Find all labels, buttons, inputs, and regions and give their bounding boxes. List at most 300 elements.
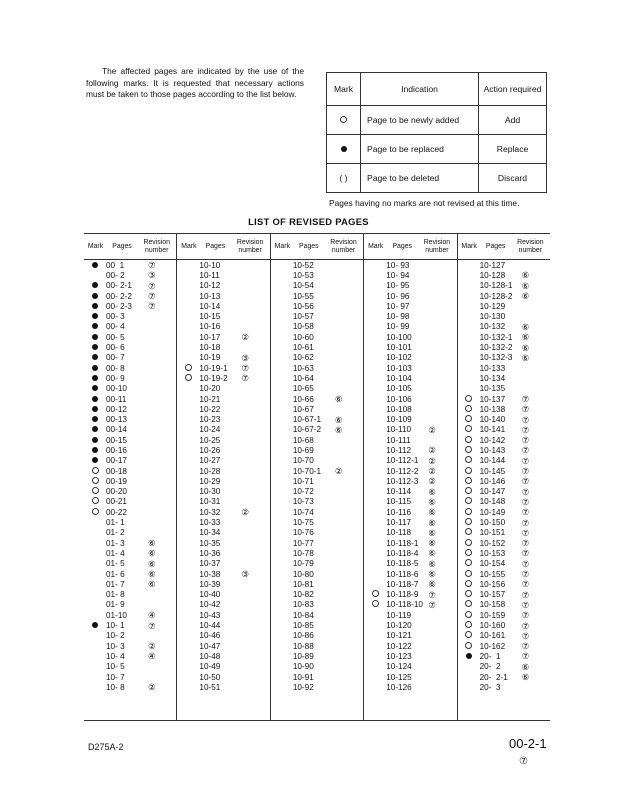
open-circle-icon [92, 487, 99, 494]
page-id: 10-52 [292, 260, 314, 270]
page-id: 10-118-10 [386, 600, 423, 610]
revision-number: ⑦ [521, 599, 530, 610]
open-circle-icon [465, 415, 472, 422]
page-id: 10-118-1 [386, 538, 419, 548]
page-id: 10-153 [479, 548, 506, 558]
revision-number: ⑦ [521, 476, 530, 487]
list-row [84, 610, 176, 620]
list-row [84, 363, 176, 373]
mark-cell [458, 580, 480, 589]
list-row [364, 538, 456, 548]
page-id: 10-70-1 [292, 466, 322, 476]
page-id: 00-14 [106, 425, 127, 435]
page-id: 10-57 [292, 312, 314, 322]
page-id: 00-17 [106, 456, 127, 466]
list-row [177, 620, 269, 630]
open-circle-icon [185, 374, 192, 381]
list-row [84, 579, 176, 589]
list-row [364, 590, 456, 600]
mark-cell [177, 364, 199, 373]
open-circle-icon [465, 497, 472, 504]
list-row [364, 528, 456, 538]
list-row [458, 353, 550, 363]
list-row [177, 291, 269, 301]
page-id: 10-122 [386, 641, 412, 651]
open-circle-icon [465, 590, 472, 597]
mark-cell [84, 353, 106, 362]
list-row [84, 322, 176, 332]
list-row [84, 600, 176, 610]
page-id: 10-56 [292, 301, 314, 311]
page-id: 00- 3 [106, 312, 125, 322]
page-id: 10-152 [479, 538, 506, 548]
revision-number: ⑦ [521, 507, 530, 518]
list-row [458, 394, 550, 404]
revision-number: ③ [241, 569, 249, 580]
list-row [177, 373, 269, 383]
list-row [458, 476, 550, 486]
page-id: 01- 1 [106, 518, 125, 528]
list-row [458, 404, 550, 414]
list-row [271, 517, 363, 527]
list-row [458, 672, 550, 682]
list-row [84, 414, 176, 424]
page-id: 10-121 [386, 631, 412, 641]
revision-number: ⑦ [521, 641, 530, 652]
filled-circle-icon [92, 344, 98, 350]
page-id: 10-11 [199, 270, 220, 280]
open-circle-icon [465, 631, 472, 638]
revision-number: ⑥ [334, 414, 343, 425]
list-row [364, 569, 456, 579]
legend-header-indication: Indication [361, 73, 479, 106]
filled-circle-icon [92, 323, 98, 329]
open-circle-icon [465, 508, 472, 515]
column-header [364, 234, 456, 260]
page-id: 20- 2 [479, 662, 501, 672]
page-id: 10-19-1 [199, 363, 228, 373]
revision-number: ⑦ [521, 445, 530, 456]
mark-cell [84, 477, 106, 486]
header-mark: Mark [461, 243, 477, 250]
page-id: 10-43 [199, 610, 221, 620]
mark-cell [458, 631, 480, 640]
mark-cell [458, 497, 480, 506]
page-id: 00-19 [106, 476, 127, 486]
column-header [271, 234, 363, 260]
list-row [271, 260, 363, 270]
list-row [271, 548, 363, 558]
list-row [271, 631, 363, 641]
list-row [84, 631, 176, 641]
list-row [458, 322, 550, 332]
page-id: 10-146 [479, 476, 506, 486]
mark-cell [458, 528, 480, 537]
mark-cell [458, 415, 480, 424]
header-mark: Mark [181, 243, 197, 250]
page-id: 10-25 [199, 435, 221, 445]
list-row [458, 414, 550, 424]
list-row [458, 620, 550, 630]
mark-cell [84, 467, 106, 476]
list-row [177, 332, 269, 342]
revision-number: ⑥ [521, 661, 530, 672]
open-circle-icon [465, 539, 472, 546]
revision-number: ⑦ [521, 404, 530, 415]
page-id: 10-50 [199, 672, 221, 682]
open-circle-icon [92, 508, 99, 515]
list-row [84, 651, 176, 661]
legend-header-mark: Mark [327, 73, 361, 106]
mark-cell [458, 395, 480, 404]
revision-number: ⑥ [428, 569, 436, 580]
revision-number: ⑦ [148, 280, 156, 291]
mark-cell [458, 456, 480, 465]
page-id: 00-13 [106, 415, 127, 425]
page-id: 00-11 [106, 394, 127, 404]
list-row [84, 353, 176, 363]
list-row [271, 332, 363, 342]
list-row [271, 363, 363, 373]
open-circle-icon [465, 559, 472, 566]
list-row [84, 373, 176, 383]
page-id: 10-149 [479, 507, 506, 517]
list-row [364, 281, 456, 291]
list-row [271, 651, 363, 661]
list-row [458, 538, 550, 548]
page-id: 10- 96 [386, 291, 410, 301]
list-row [177, 662, 269, 672]
revision-number: ⑦ [521, 579, 530, 590]
page-id: 10- 4 [106, 651, 125, 661]
list-row [271, 353, 363, 363]
page-id: 10-47 [199, 641, 221, 651]
revision-number: ⑦ [521, 435, 530, 446]
page-id: 10-119 [386, 610, 412, 620]
revision-number: ⑦ [148, 301, 156, 312]
page-id: 10-72 [292, 487, 314, 497]
revision-number: ③ [241, 352, 249, 363]
page-id: 10-42 [199, 600, 221, 610]
list-row [364, 487, 456, 497]
page-id: 10-148 [479, 497, 506, 507]
revision-number: ③ [148, 270, 156, 281]
page-id: 10-91 [292, 672, 314, 682]
open-circle-icon [465, 570, 472, 577]
open-circle-icon [92, 477, 99, 484]
list-row [458, 600, 550, 610]
list-row [177, 404, 269, 414]
page-id: 10-147 [479, 487, 506, 497]
list-row [271, 507, 363, 517]
page-id: 10-38 [199, 569, 221, 579]
list-row [177, 394, 269, 404]
list-row [271, 662, 363, 672]
page-id: 00-22 [106, 507, 127, 517]
list-row [84, 301, 176, 311]
list-row [271, 610, 363, 620]
page-id: 10-116 [386, 507, 412, 517]
list-row [364, 466, 456, 476]
page-id: 10-69 [292, 445, 314, 455]
revision-number: ⑥ [428, 496, 436, 507]
page-revision-number: ⑦ [519, 756, 528, 767]
page-id: 10-81 [292, 579, 314, 589]
legend-header-row [327, 73, 547, 106]
page-id: 10-144 [479, 456, 506, 466]
revision-number: ⑥ [428, 527, 436, 538]
page-id: 10-143 [479, 445, 506, 455]
page-id: 10-19 [199, 353, 221, 363]
revision-number: ⑥ [428, 538, 436, 549]
filled-circle-icon [92, 406, 98, 412]
revision-number: ⑦ [521, 414, 530, 425]
page-id: 00- 2-3 [106, 301, 132, 311]
list-row [364, 384, 456, 394]
page-id: 10-79 [292, 559, 314, 569]
revision-number: ⑦ [521, 538, 530, 549]
list-row [364, 476, 456, 486]
list-row [177, 528, 269, 538]
page-id: 10-92 [292, 682, 314, 692]
mark-cell [84, 364, 106, 373]
list-row [364, 373, 456, 383]
mark-cell [84, 456, 106, 465]
list-row [271, 569, 363, 579]
list-row [84, 507, 176, 517]
header-pages: Pages [299, 243, 319, 250]
list-row [271, 476, 363, 486]
page-id: 10-82 [292, 590, 314, 600]
page-id: 10-132-3 [479, 353, 513, 363]
page-id: 10-34 [199, 528, 221, 538]
list-row [271, 487, 363, 497]
open-circle-icon [465, 518, 472, 525]
open-circle-icon [372, 590, 379, 597]
list-row [177, 682, 269, 692]
revision-number: ② [428, 455, 436, 466]
page-id: 10-89 [292, 651, 314, 661]
page-id: 10-35 [199, 538, 221, 548]
list-row [84, 620, 176, 630]
page-id: 10-125 [386, 672, 412, 682]
page-id: 10-22 [199, 404, 221, 414]
list-row [177, 363, 269, 373]
page-id: 10-60 [292, 332, 314, 342]
mark-cell [458, 508, 480, 517]
list-row [458, 590, 550, 600]
page-id: 10-10 [199, 260, 221, 270]
page-id: 10-135 [479, 384, 506, 394]
revision-number: ② [148, 641, 156, 652]
list-row [458, 332, 550, 342]
list-title: LIST OF REVISED PAGES [248, 216, 369, 227]
page-id: 10-76 [292, 528, 314, 538]
list-row [84, 466, 176, 476]
page-id: 10-151 [479, 528, 506, 538]
list-row [458, 682, 550, 692]
page-id: 10-118-6 [386, 569, 419, 579]
page-id: 10- 3 [106, 641, 125, 651]
legend-row-add [327, 106, 547, 135]
mark-cell [84, 446, 106, 455]
list-row [364, 332, 456, 342]
mark-cell [84, 343, 106, 352]
list-row [458, 363, 550, 373]
revision-number: ⑦ [521, 424, 530, 435]
page-id: 10-161 [479, 631, 506, 641]
page-id: 10-66 [292, 394, 314, 404]
mark-cell [458, 518, 480, 527]
filled-circle-icon [341, 146, 347, 152]
page-id: 10-137 [479, 394, 506, 404]
list-row [84, 270, 176, 280]
list-row [84, 682, 176, 692]
list-row [458, 281, 550, 291]
list-row [364, 620, 456, 630]
page-id: 10-126 [386, 682, 412, 692]
page-id: 00- 9 [106, 373, 125, 383]
open-circle-icon [340, 116, 347, 123]
mark-cell [84, 322, 106, 331]
list-row [177, 435, 269, 445]
page-id: 10-30 [199, 487, 221, 497]
page-id: 10-111 [386, 435, 411, 445]
page-id: 10- 8 [106, 682, 125, 692]
page-id: 10-28 [199, 466, 221, 476]
page-id: 10-58 [292, 322, 314, 332]
page-id: 10- 93 [386, 260, 410, 270]
revision-number: ⑦ [521, 466, 530, 477]
page-id: 10- 7 [106, 672, 125, 682]
list-row [271, 281, 363, 291]
page-id: 10-104 [386, 373, 412, 383]
page-id: 10-67-2 [292, 425, 322, 435]
open-circle-icon [465, 446, 472, 453]
list-row [84, 342, 176, 352]
page-id: 10-32 [199, 507, 221, 517]
list-row [177, 270, 269, 280]
revision-number: ⑥ [428, 507, 436, 518]
page-id: 01- 4 [106, 548, 125, 558]
revision-number: ② [148, 682, 156, 693]
list-row [84, 260, 176, 270]
list-row [177, 384, 269, 394]
page-id: 10-106 [386, 394, 412, 404]
header-mark: Mark [368, 243, 384, 250]
revision-number: ⑦ [521, 527, 530, 538]
open-circle-icon [465, 405, 472, 412]
page-id: 10-44 [199, 621, 221, 631]
list-row [84, 590, 176, 600]
page-id: 10-115 [386, 497, 412, 507]
mark-cell [84, 281, 106, 290]
revision-number: ⑦ [521, 558, 530, 569]
page-id: 10-101 [386, 343, 412, 353]
list-row [84, 384, 176, 394]
page-id: 10-160 [479, 621, 506, 631]
list-row [364, 301, 456, 311]
mark-cell [84, 508, 106, 517]
list-row [364, 507, 456, 517]
page-id: 10-26 [199, 445, 221, 455]
column-header [458, 234, 550, 260]
page-id: 10-53 [292, 270, 314, 280]
list-row [364, 559, 456, 569]
page-id: 10-130 [479, 312, 506, 322]
page-id: 00-15 [106, 435, 127, 445]
page-id: 10-67 [292, 404, 314, 414]
list-row [84, 291, 176, 301]
list-row [84, 497, 176, 507]
open-circle-icon [465, 611, 472, 618]
column-header [84, 234, 176, 260]
list-row [458, 291, 550, 301]
page-id: 00- 6 [106, 343, 125, 353]
list-row [177, 281, 269, 291]
page-id: 01- 3 [106, 538, 125, 548]
page-id: 00- 2-2 [106, 291, 132, 301]
page-id: 10-18 [199, 343, 221, 353]
page-id: 10-39 [199, 579, 221, 589]
page-id: 10-102 [386, 353, 412, 363]
page-id: 10-17 [199, 332, 221, 342]
open-circle-icon [465, 642, 472, 649]
page-id: 10-33 [199, 518, 221, 528]
page-id: 10-70 [292, 456, 314, 466]
page-id: 10-46 [199, 631, 221, 641]
list-row [458, 528, 550, 538]
list-row [271, 384, 363, 394]
list-row [177, 610, 269, 620]
page-id: 10-49 [199, 662, 221, 672]
list-row [458, 662, 550, 672]
header-revision-number: Revision number [236, 238, 264, 254]
filled-circle-icon [466, 653, 472, 659]
revision-number: ⑥ [521, 321, 530, 332]
page-id: 10-24 [199, 425, 221, 435]
page-id: 10- 2 [106, 631, 125, 641]
header-mark: Mark [87, 243, 104, 250]
revision-number: ⑦ [521, 455, 530, 466]
legend-action: Add [479, 106, 547, 135]
page-id: 00-20 [106, 487, 127, 497]
list-row [84, 435, 176, 445]
open-circle-icon [465, 528, 472, 535]
mark-cell [458, 549, 480, 558]
mark-cell [84, 384, 106, 393]
filled-circle-icon [92, 426, 98, 432]
legend-row-discard [327, 164, 547, 193]
page-id: 10-112-2 [386, 466, 419, 476]
page-id: 10-75 [292, 518, 314, 528]
page-id: 00-10 [106, 384, 127, 394]
list-row [271, 342, 363, 352]
list-row [458, 487, 550, 497]
list-column-2 [177, 234, 270, 720]
page-id: 01- 7 [106, 579, 125, 589]
open-circle-icon [465, 456, 472, 463]
mark-cell [458, 477, 480, 486]
mark-cell [84, 405, 106, 414]
list-row [458, 548, 550, 558]
page-id: 01- 5 [106, 559, 125, 569]
legend-row-replace [327, 135, 547, 164]
mark-cell [458, 446, 480, 455]
legend-action: Discard [479, 164, 547, 193]
legend-mark-parentheses: ( ) [327, 164, 361, 193]
list-row [364, 579, 456, 589]
